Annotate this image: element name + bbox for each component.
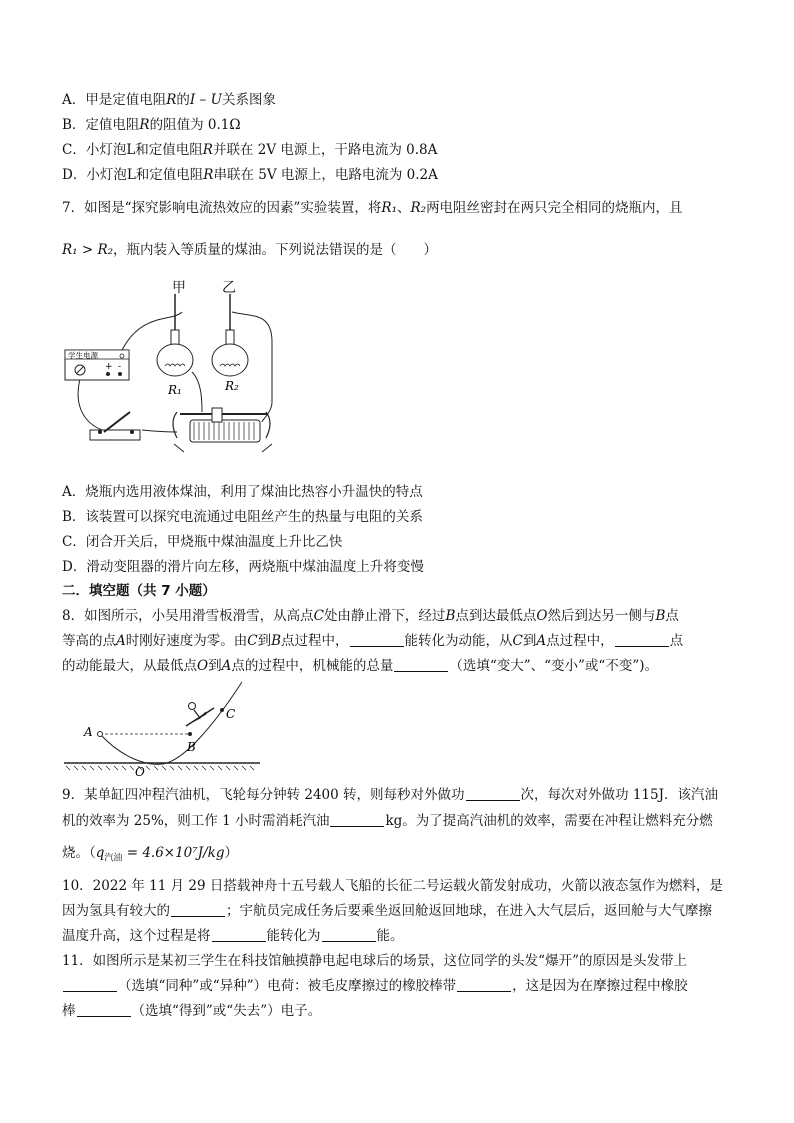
var-r1: R₁	[381, 200, 397, 216]
answer-blank[interactable]	[77, 1002, 131, 1017]
text: 温度升高，这个过程是将	[62, 928, 211, 944]
text: 关系图象	[221, 92, 276, 108]
text: 然后到达另一侧与	[547, 608, 656, 624]
var-r: R	[139, 117, 150, 133]
q7-option-a: A．烧瓶内选用液体煤油，利用了煤油比热容小升温快的特点	[62, 484, 423, 500]
var-r: R	[202, 142, 213, 158]
text: 点到达最低点	[455, 608, 537, 624]
text: 到	[208, 658, 222, 674]
text: C．小灯泡L和定值电阻	[62, 142, 203, 158]
text: 因为氢具有较大的	[62, 903, 170, 919]
text: 次，每次对外做功 115J．该汽油	[520, 787, 719, 803]
text: 、	[396, 200, 411, 216]
text: 到	[257, 633, 272, 649]
text: 7．如图是“探究影响电流热效应的因素”实验装置，将	[62, 200, 382, 216]
point-o-label: O	[135, 765, 145, 778]
var-q: q	[95, 845, 105, 861]
q7-option-d: D．滑动变阻器的滑片向左移，两烧瓶中煤油温度上升将变慢	[62, 559, 424, 575]
var: C	[512, 633, 523, 649]
var-r: R	[203, 167, 214, 183]
answer-blank[interactable]	[330, 812, 384, 827]
q8-line1	[62, 606, 679, 626]
equation: = 4.6×10⁷J/kg	[122, 845, 225, 861]
text: 机的效率为 25%，则工作 1 小时需消耗汽油	[62, 813, 330, 829]
text: 的动能最大，从最低点	[62, 658, 197, 674]
q6-option-d	[62, 165, 438, 185]
var: A	[536, 633, 547, 649]
point-a-label: A	[84, 725, 93, 739]
text: 9．某单缸四冲程汽油机，飞轮每分钟转 2400 转，则每秒对外做功	[62, 787, 465, 803]
label-yi: 乙	[222, 280, 236, 296]
q8-line3	[62, 656, 658, 676]
power-supply-label: 学生电源	[68, 351, 98, 360]
var: A	[116, 633, 126, 649]
q7-option-b: B．该装置可以探究电流通过电阻丝产生的热量与电阻的关系	[62, 509, 423, 525]
var-r2: R₂	[410, 200, 427, 216]
var: O	[536, 608, 548, 624]
label-r2: R₂	[225, 379, 239, 393]
label-jia: 甲	[172, 280, 186, 296]
answer-blank[interactable]	[615, 632, 669, 647]
text: 棒	[62, 1003, 76, 1019]
q9-line2	[62, 811, 713, 831]
q7-option-c: C．闭合开关后，甲烧瓶中煤油温度上升比乙快	[62, 534, 343, 550]
var-iu: I – U	[189, 92, 222, 108]
text: 并联在 2V 电源上，干路电流为 0.8A	[212, 142, 438, 158]
minus-label: -	[118, 362, 122, 372]
text: 能转化为	[266, 928, 321, 944]
q11-line2	[62, 976, 688, 996]
text: （选填“变大”、“变小”或“不变”)。	[449, 658, 659, 674]
text: 点过程中，	[281, 633, 349, 649]
var: B	[271, 633, 282, 649]
point-c-label: C	[226, 707, 236, 721]
q9-line1	[62, 785, 718, 805]
text: 点的过程中，机械能的总量	[231, 658, 394, 674]
q10-line1: 10．2022 年 11 月 29 日搭载神舟十五号载人飞船的长征二号运载火箭发射成功，火箭以液态氢作为燃料，是	[62, 878, 723, 894]
q10-line2	[62, 901, 712, 921]
plus-label: +	[105, 362, 113, 372]
text: 串联在 5V 电源上，电路电流为 0.2A	[213, 167, 438, 183]
condition: R₁ > R₂	[62, 242, 114, 258]
text: 时刚好速度为零。由	[125, 633, 248, 649]
text: 能转化为动能，从	[404, 633, 513, 649]
var: C	[247, 633, 258, 649]
text: ）	[224, 845, 238, 861]
q7-stem-line2	[62, 240, 437, 260]
answer-blank[interactable]	[212, 927, 266, 942]
answer-blank[interactable]	[171, 902, 225, 917]
var: C	[313, 608, 324, 624]
q7-stem-line1	[62, 198, 683, 218]
q11-line1: 11．如图所示是某初三学生在科技馆触摸静电起电球后的场景，这位同学的头发“爆开”的原因是头发带上	[62, 953, 687, 969]
q9-line3	[62, 843, 238, 869]
text: 点	[669, 633, 684, 649]
text: D．小灯泡L和定值电阻	[62, 167, 204, 183]
text: 两电阻丝密封在两只完全相同的烧瓶内，且	[426, 200, 683, 216]
section-heading: 二．填空题（共 7 小题）	[62, 583, 216, 599]
q10-line3	[62, 926, 404, 946]
text: 8．如图所示，小吴用滑雪板滑雪，从高点	[62, 608, 314, 624]
text: 的阻值为 0.1Ω	[149, 117, 241, 133]
subscript: 汽油	[104, 853, 123, 864]
answer-blank[interactable]	[63, 977, 117, 992]
q8-ski-slope-figure	[62, 678, 262, 778]
var: B	[655, 608, 666, 624]
text: 处由静止滑下，经过	[323, 608, 446, 624]
var: B	[445, 608, 456, 624]
answer-blank[interactable]	[394, 657, 448, 672]
text: 点	[665, 608, 679, 624]
text: B．定值电阻	[62, 117, 140, 133]
text: ，这是因为在摩擦过程中橡胶	[512, 978, 688, 994]
var-r: R	[166, 92, 177, 108]
text: （选填“得到”或“失去”）电子。	[131, 1003, 322, 1019]
text: ；宇航员完成任务后要乘坐返回舱返回地球，在进入大气层后，返回舱与大气摩擦	[226, 903, 712, 919]
var: A	[221, 658, 232, 674]
q7-circuit-figure	[62, 272, 292, 462]
point-b-label: B	[187, 740, 196, 754]
answer-blank[interactable]	[466, 786, 520, 801]
text: 等高的点	[62, 633, 116, 649]
answer-blank[interactable]	[350, 632, 404, 647]
text: A．甲是定值电阻	[62, 92, 167, 108]
q8-line2	[62, 631, 683, 651]
answer-blank[interactable]	[457, 977, 511, 992]
q6-option-b	[62, 115, 241, 135]
label-r1: R₁	[168, 383, 182, 397]
text: 的	[176, 92, 190, 108]
q6-option-a	[62, 90, 276, 110]
text: （选填“同种”或“异种”）电荷：被毛皮摩擦过的橡胶棒带	[118, 978, 457, 994]
text: 能。	[376, 928, 404, 944]
q6-option-c	[62, 140, 437, 160]
text: 到	[522, 633, 537, 649]
text: kg。为了提高汽油机的效率，需要在冲程让燃料充分燃	[385, 813, 713, 829]
answer-blank[interactable]	[322, 927, 376, 942]
text: 点过程中，	[546, 633, 614, 649]
var: O	[197, 658, 209, 674]
q11-line3	[62, 1001, 321, 1021]
text: ，瓶内装入等质量的煤油。下列说法错误的是（ ）	[113, 242, 438, 258]
text: 烧。（	[62, 845, 96, 861]
